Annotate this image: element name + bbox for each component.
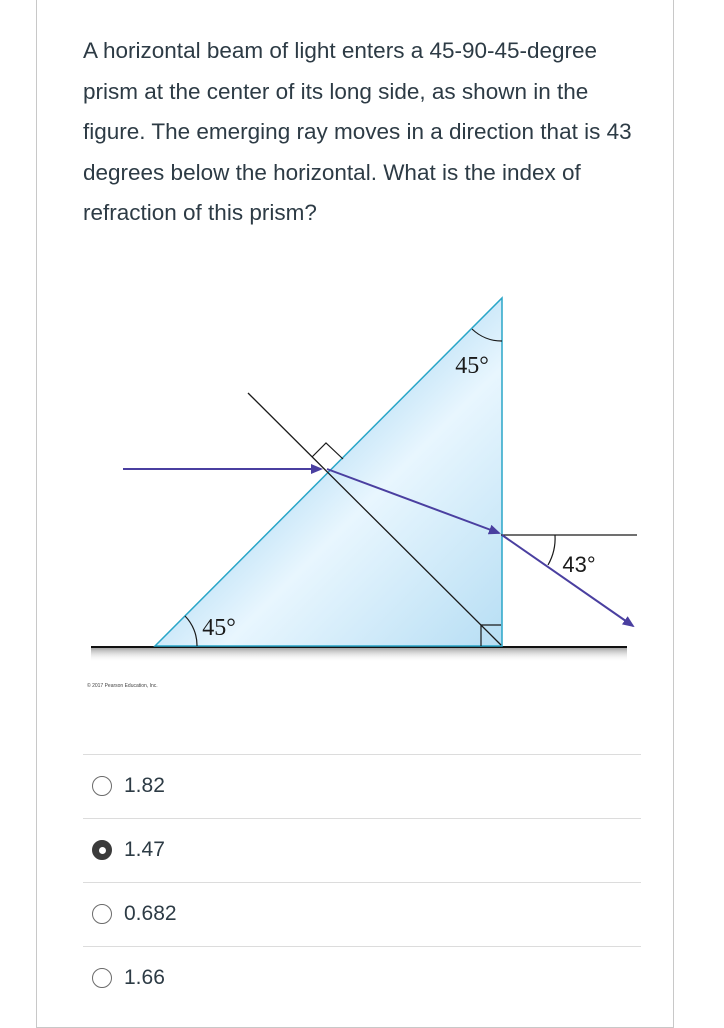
bottom-angle-label: 45° — [202, 615, 236, 641]
top-angle-label: 45° — [455, 353, 489, 379]
prism-figure — [87, 289, 647, 699]
answer-option-1[interactable] — [83, 754, 641, 818]
answer-option-4[interactable] — [83, 946, 641, 1010]
exit-angle-arc — [548, 535, 555, 565]
answer-label: 1.47 — [124, 838, 165, 861]
exit-angle-label: 43° — [562, 552, 596, 577]
question-card — [36, 0, 674, 1028]
radio-button[interactable] — [92, 776, 112, 796]
ground-shadow — [91, 648, 627, 662]
answer-label: 1.66 — [124, 966, 165, 989]
answer-option-3[interactable] — [83, 882, 641, 946]
right-angle-marker-entry — [312, 443, 343, 459]
prism-diagram — [87, 289, 647, 699]
answer-label: 0.682 — [124, 902, 177, 925]
answer-option-2[interactable] — [83, 818, 641, 882]
figure-copyright: © 2017 Pearson Education, Inc. — [87, 683, 158, 689]
emerging-ray — [502, 535, 633, 626]
radio-button[interactable] — [92, 904, 112, 924]
question-text: A horizontal beam of light enters a 45-90-45-degree prism at the center of its long side, as shown in the figure. The emerging ray moves in a direction that is 43 degrees below the horizontal. What is the index of refraction of this prism? — [83, 38, 632, 225]
radio-button[interactable] — [92, 968, 112, 988]
radio-button-selected[interactable] — [92, 840, 112, 860]
answer-label: 1.82 — [124, 774, 165, 797]
